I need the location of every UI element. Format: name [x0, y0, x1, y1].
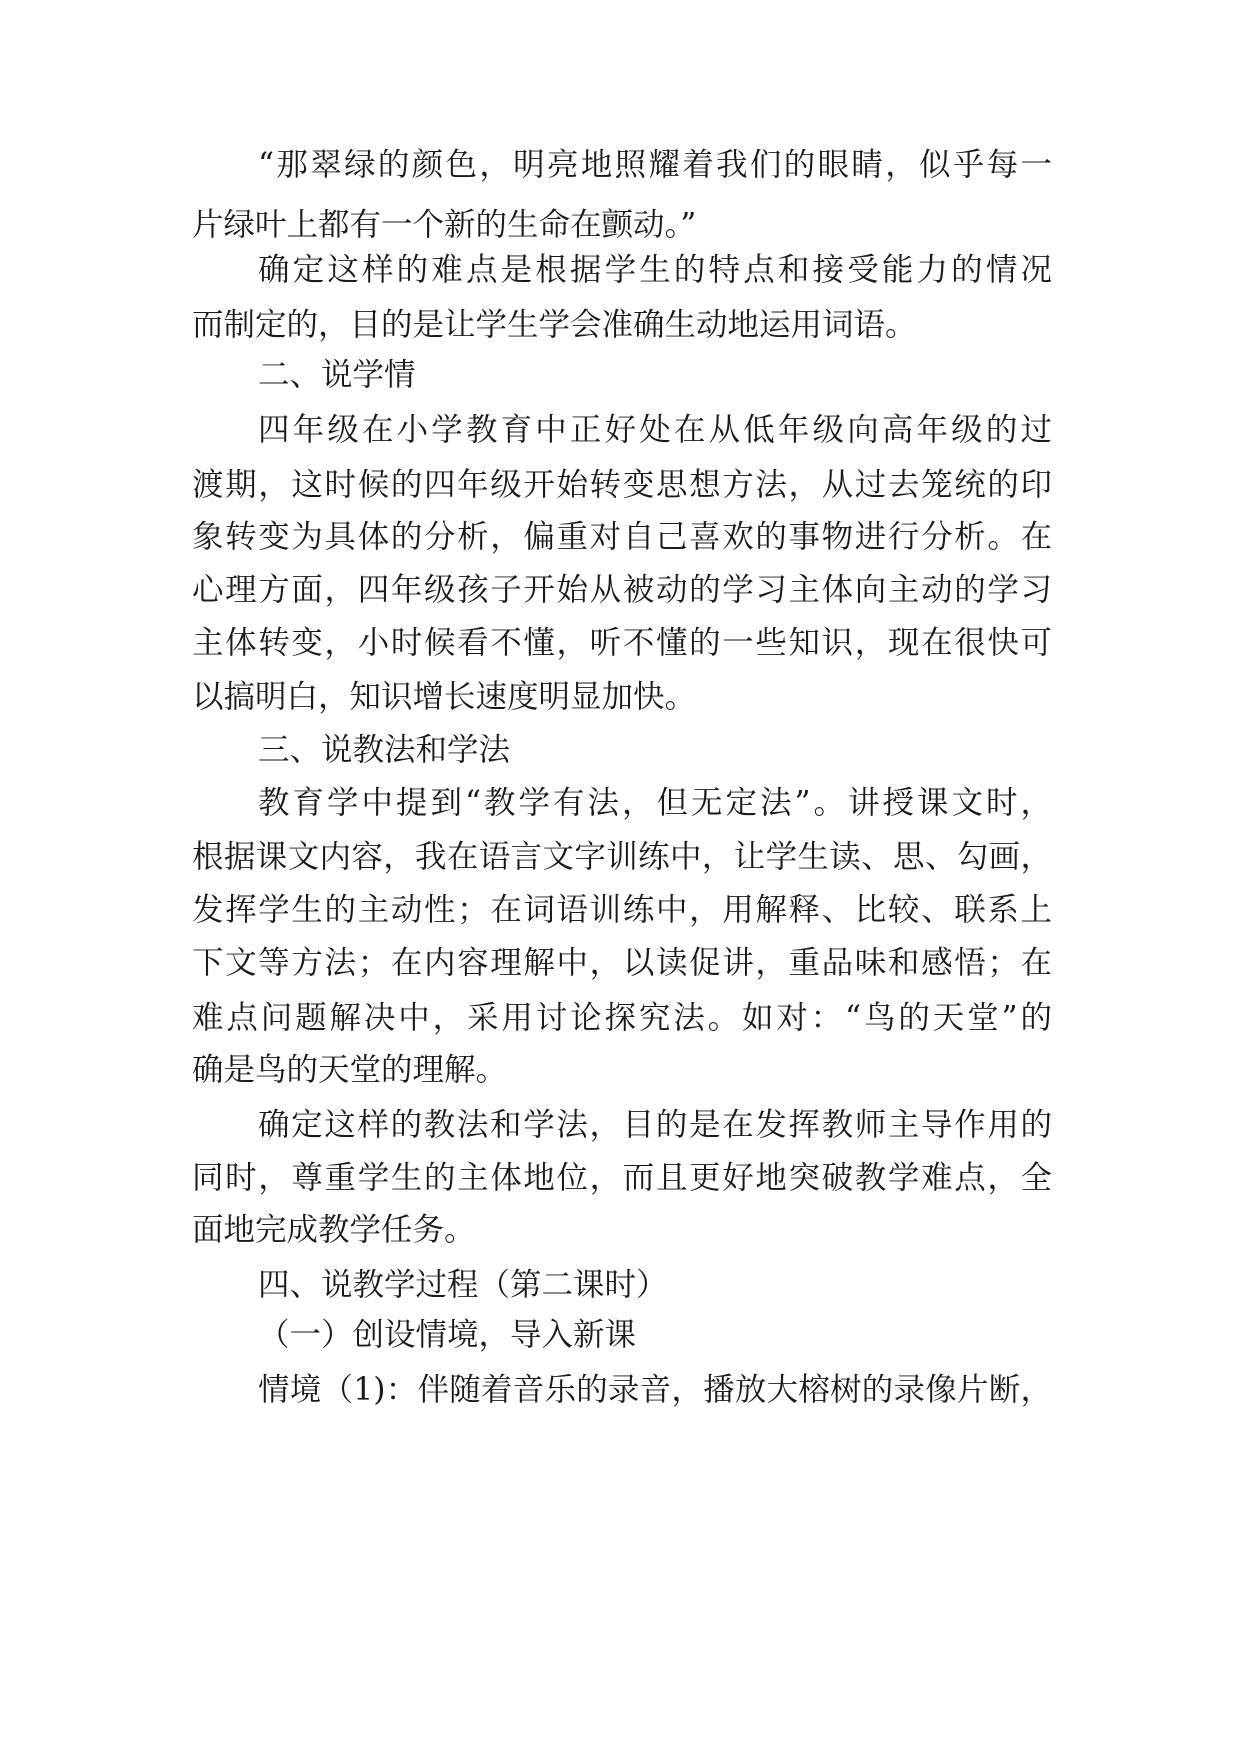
text-line: 而制定的，目的是让学生学会准确生动地运用词语。 [192, 307, 917, 343]
text-line: 片绿叶上都有一个新的生命在颤动。” [192, 207, 697, 243]
text-line: 以搞明白，知识增长速度明显加快。 [192, 679, 697, 715]
text-line: 四年级在小学教育中正好处在从低年级向高年级的过 [258, 412, 1052, 448]
text-line: 三、说教法和学法 [258, 732, 511, 768]
text-line: 二、说学情 [258, 357, 416, 393]
text-line: 难点问题解决中，采用讨论探究法。如对：“鸟的天堂”的 [192, 1000, 1052, 1036]
text-line: 面地完成教学任务。 [192, 1212, 476, 1248]
text-line: 心理方面，四年级孩子开始从被动的学习主体向主动的学习 [192, 572, 1052, 608]
text-line: 四、说教学过程（第二课时） [258, 1267, 668, 1303]
text-line: 确定这样的难点是根据学生的特点和接受能力的情况 [258, 252, 1052, 288]
text-line: 渡期，这时候的四年级开始转变思想方法，从过去笼统的印 [192, 467, 1052, 503]
text-line: 教育学中提到“教学有法，但无定法”。讲授课文时， [258, 785, 1052, 821]
text-line: “那翠绿的颜色，明亮地照耀着我们的眼睛，似乎每一 [258, 147, 1052, 183]
text-line: 主体转变，小时候看不懂，听不懂的一些知识，现在很快可 [192, 625, 1052, 661]
text-line: 确是鸟的天堂的理解。 [192, 1052, 508, 1088]
text-line: 象转变为具体的分析，偏重对自己喜欢的事物进行分析。在 [192, 519, 1052, 555]
text-line: 情境（1)：伴随着音乐的录音，播放大榕树的录像片断， [258, 1372, 1052, 1408]
text-line: 发挥学生的主动性；在词语训练中，用解释、比较、联系上 [192, 892, 1052, 928]
text-line: 根据课文内容，我在语言文字训练中，让学生读、思、勾画， [192, 839, 1052, 875]
text-line: 下文等方法；在内容理解中，以读促讲，重品味和感悟；在 [192, 945, 1052, 981]
text-line: （一）创设情境，导入新课 [258, 1317, 637, 1353]
text-line: 确定这样的教法和学法，目的是在发挥教师主导作用的 [258, 1107, 1052, 1143]
text-line: 同时，尊重学生的主体地位，而且更好地突破教学难点，全 [192, 1160, 1052, 1196]
